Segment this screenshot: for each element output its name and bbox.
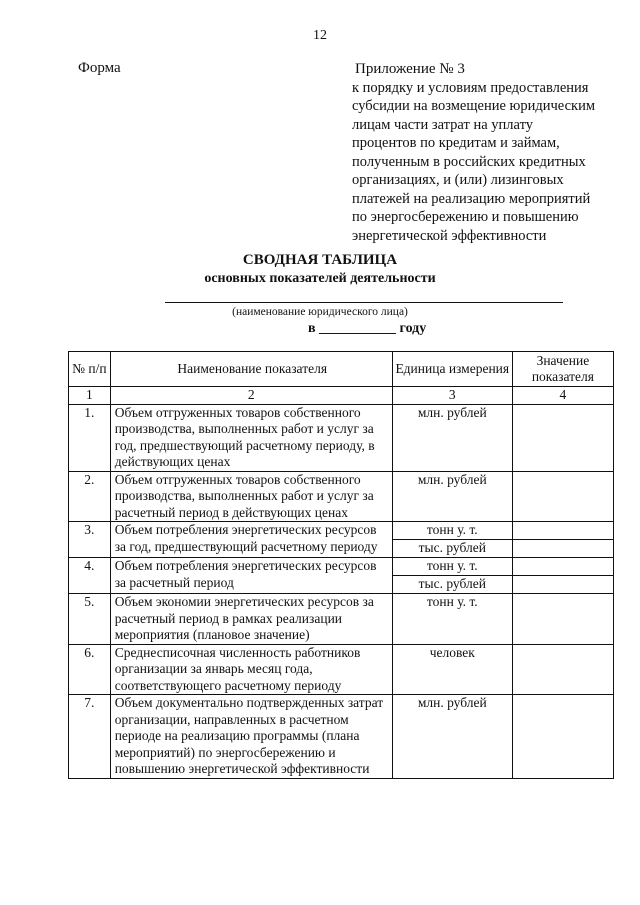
summary-table: [68, 351, 614, 779]
indicator-name: Среднесписочная численность работников организации за январь месяц года, соответствующего расчетному периоду: [110, 644, 392, 695]
indicator-name: Объем отгруженных товаров собственного производства, выполненных работ и услуг за расчетный период в действующих ценах: [110, 471, 392, 522]
value-cell[interactable]: [512, 644, 613, 695]
row-number: 6.: [69, 644, 111, 695]
appendix-line: процентов по кредитам и займам,: [352, 135, 560, 151]
value-cell[interactable]: [512, 471, 613, 522]
row-number: 1.: [69, 404, 111, 471]
header-unit: Единица измерения: [392, 352, 512, 387]
row-number: 7.: [69, 695, 111, 779]
unit-cell: тыс. рублей: [392, 540, 512, 558]
value-cell[interactable]: [512, 558, 613, 576]
table-row: [69, 594, 614, 645]
appendix-line: к порядку и условиям предоставления: [352, 79, 589, 96]
appendix-line: платежей на реализацию мероприятий: [352, 190, 591, 207]
document-subheading: основных показателей деятельности: [204, 271, 436, 286]
column-number: 1: [69, 387, 111, 405]
unit-cell: тонн у. т.: [392, 594, 512, 645]
column-number-row: [69, 387, 614, 405]
unit-cell: тонн у. т.: [392, 558, 512, 576]
table-header-row: [69, 352, 614, 387]
indicator-name: Объем потребления энергетических ресурсов за год, предшествующий расчетному периоду: [110, 522, 392, 558]
appendix-line: субсидии на возмещение юридическим: [352, 98, 596, 114]
table-row: [69, 695, 614, 779]
column-number: 3: [392, 387, 512, 405]
column-number: 4: [512, 387, 613, 405]
appendix-block: [352, 60, 632, 245]
column-number: 2: [110, 387, 392, 405]
appendix-line: полученным в российских кредитных: [352, 153, 586, 170]
value-cell[interactable]: [512, 594, 613, 645]
row-number: 3.: [69, 522, 111, 558]
page-number: 12: [313, 28, 327, 43]
entity-caption: (наименование юридического лица): [232, 306, 408, 318]
form-label: Форма: [78, 60, 121, 76]
value-cell[interactable]: [512, 522, 613, 540]
value-cell[interactable]: [512, 695, 613, 779]
unit-cell: млн. рублей: [392, 404, 512, 471]
appendix-line: лицам части затрат на уплату: [352, 116, 533, 133]
unit-cell: тонн у. т.: [392, 522, 512, 540]
header-number: № п/п: [69, 352, 111, 387]
year-line: в ___________ году: [308, 321, 427, 336]
table-row: [69, 522, 614, 540]
indicator-name: Объем потребления энергетических ресурсов за расчетный период: [110, 558, 392, 594]
value-cell[interactable]: [512, 540, 613, 558]
appendix-line: организациях, и (или) лизинговых: [352, 172, 564, 188]
table-row: [69, 644, 614, 695]
entity-name-line: [165, 302, 563, 303]
value-cell[interactable]: [512, 404, 613, 471]
row-number: 5.: [69, 594, 111, 645]
appendix-title: Приложение № 3: [355, 61, 465, 77]
table-row: [69, 471, 614, 522]
header-indicator-name: Наименование показателя: [110, 352, 392, 387]
unit-cell: млн. рублей: [392, 471, 512, 522]
row-number: 2.: [69, 471, 111, 522]
table-row: [69, 558, 614, 576]
appendix-line: по энергосбережению и повышению: [352, 209, 579, 225]
header-value: Значение показателя: [512, 352, 613, 387]
table-row: [69, 404, 614, 471]
indicator-name: Объем документально подтвержденных затрат организации, направленных в расчетном периоде на реализацию программы (плана мероприятий) по энергосбережению и повышению энергетической эффективности: [110, 695, 392, 779]
indicator-name: Объем экономии энергетических ресурсов за расчетный период в рамках реализации мероприятия (плановое значение): [110, 594, 392, 645]
indicator-name: Объем отгруженных товаров собственного производства, выполненных работ и услуг за год, предшествующий расчетному периоду, в действующих ценах: [110, 404, 392, 471]
document-heading: СВОДНАЯ ТАБЛИЦА: [242, 252, 398, 268]
unit-cell: тыс. рублей: [392, 576, 512, 594]
unit-cell: человек: [392, 644, 512, 695]
value-cell[interactable]: [512, 576, 613, 594]
appendix-line: энергетической эффективности: [352, 227, 547, 244]
row-number: 4.: [69, 558, 111, 594]
unit-cell: млн. рублей: [392, 695, 512, 779]
